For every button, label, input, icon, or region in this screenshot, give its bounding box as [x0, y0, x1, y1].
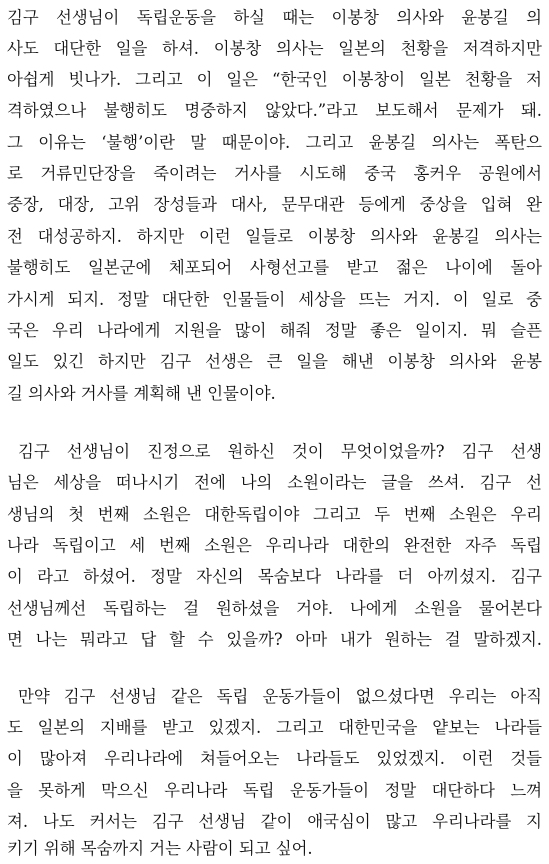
text-line: 전 대성공하지. 하지만 이런 일들로 이봉창 의사와 윤봉길 의사는 — [7, 227, 542, 246]
text-line: 김구 선생님이 진정으로 원하신 것이 무엇이었을까? 김구 선생 — [18, 442, 542, 461]
text-line: 아쉽게 빗나가. 그리고 이 일은 “한국인 이봉창이 일본 천황을 저 — [7, 70, 542, 89]
text-line: 그 이유는 ‘불행’이란 말 때문이야. 그리고 윤봉길 의사는 폭탄으 — [7, 133, 542, 152]
text-line: 님은 세상을 떠나시기 전에 나의 소원이라는 글을 쓰셔. 김구 선 — [7, 473, 542, 492]
text-line: 국은 우리 나라에게 지원을 많이 해줘 정말 좋은 일이지. 뭐 슬픈 — [7, 321, 542, 340]
text-line: 을 못하게 막으신 우리나라 독립 운동가들이 정말 대단하다 느껴 — [7, 781, 542, 800]
text-line: 도 일본의 지배를 받고 있겠지. 그리고 대한민국을 얕보는 나라들 — [7, 718, 542, 737]
text-line: 키기 위해 목숨까지 거는 사람이 되고 싶어. — [7, 839, 313, 858]
text-line: 져. 나도 커서는 김구 선생님 같이 애국심이 많고 우리나라를 지 — [7, 812, 542, 831]
text-line: 나라 독립이고 세 번째 소원은 우리나라 대한의 완전한 자주 독립 — [7, 536, 542, 555]
text-line: 생님의 첫 번째 소원은 대한독립이야 그리고 두 번째 소원은 우리 — [7, 505, 542, 524]
text-line: 중장, 대장, 고위 장성들과 대사, 문무대관 등에게 중상을 입혀 완 — [7, 195, 542, 214]
text-line: 면 나는 뭐라고 답 할 수 있을까? 아마 내가 원하는 걸 말하겠지. — [7, 630, 542, 649]
text-line: 선생님께선 독립하는 걸 원하셨을 거야. 나에게 소원을 물어본다 — [7, 599, 542, 618]
text-line: 로 거류민단장을 죽이려는 거사를 시도해 중국 홍커우 공원에서 — [7, 164, 542, 183]
text-line: 김구 선생님이 독립운동을 하실 때는 이봉창 의사와 윤봉길 의 — [7, 8, 542, 27]
text-line: 불행히도 일본군에 체포되어 사형선고를 받고 젊은 나이에 돌아 — [7, 258, 542, 277]
text-line: 일도 있긴 하지만 김구 선생은 큰 일을 해낸 이봉창 의사와 윤봉 — [7, 352, 542, 371]
text-line: 가시게 되지. 정말 대단한 인물들이 세상을 뜨는 거지. 이 일로 중 — [7, 290, 542, 309]
text-line: 격하였으나 불행히도 명중하지 않았다.”라고 보도해서 문제가 돼. — [7, 101, 542, 120]
text-line: 이 많아져 우리나라에 쳐들어오는 나라들도 있었겠지. 이런 것들 — [7, 749, 542, 768]
text-line: 이 라고 하셨어. 정말 자신의 목숨보다 나라를 더 아끼셨지. 김구 — [7, 567, 542, 586]
text-line: 만약 김구 선생님 같은 독립 운동가들이 없으셨다면 우리는 아직 — [18, 687, 542, 706]
text-line: 길 의사와 거사를 계획해 낸 인물이야. — [7, 384, 276, 403]
text-line: 사도 대단한 일을 하셔. 이봉창 의사는 일본의 천황을 저격하지만 — [7, 39, 542, 58]
